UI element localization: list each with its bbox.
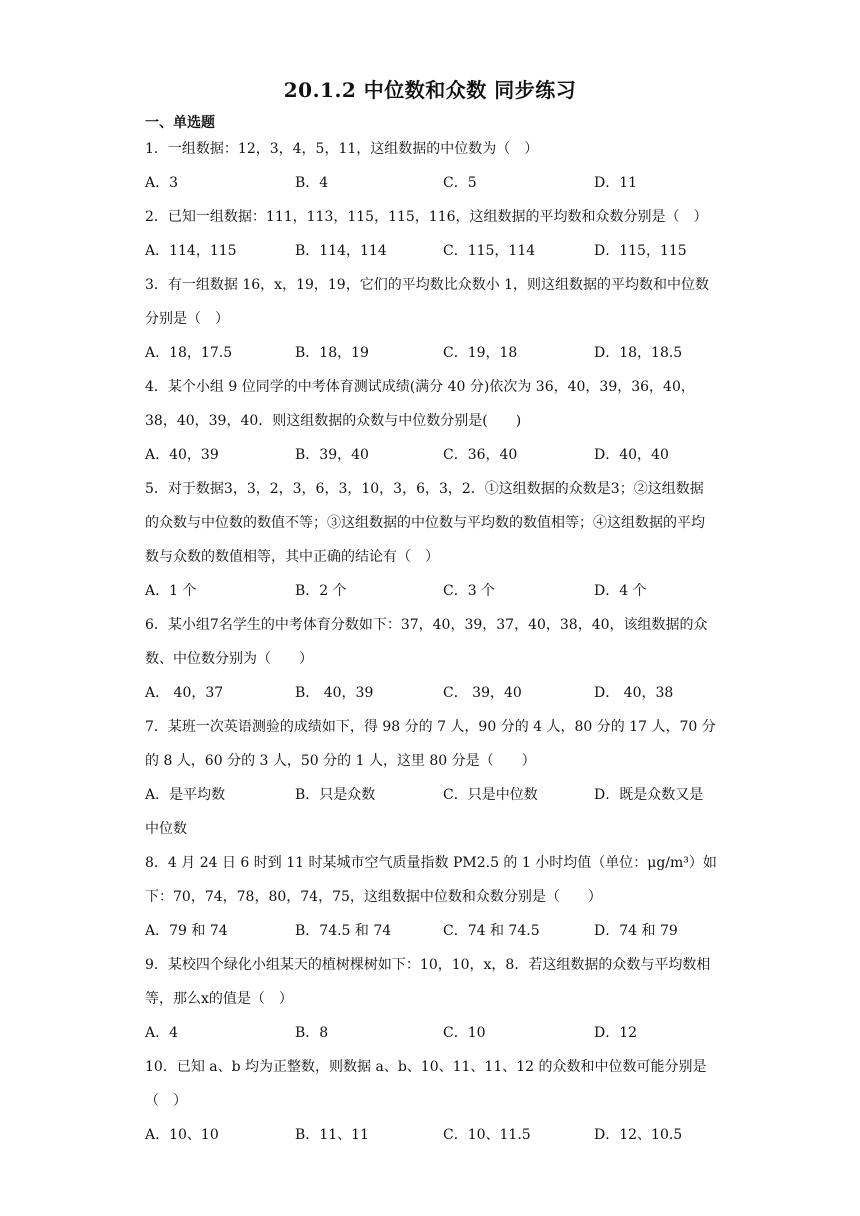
option-d: D．74 和 79 [594,923,678,939]
option-d: D．115，115 [594,243,687,259]
question-stem: 4．某个小组 9 位同学的中考体育测试成绩(满分 40 分)依次为 36，40，39，36，40，38，40，39，40．则这组数据的众数与中位数分别是( ) [145,379,695,429]
question-4-options [145,438,717,472]
option-b: B．114，114 [295,243,387,259]
option-a: A．79 和 74 [145,923,228,939]
option-b: B．8 [295,1025,329,1041]
question-3 [145,268,717,336]
option-c: C．36，40 [443,447,518,463]
question-5-options [145,574,717,608]
option-a: A．是平均数 [145,787,226,803]
option-d: D．12 [594,1025,638,1041]
option-b: B．74.5 和 74 [295,923,392,939]
question-stem: 9．某校四个绿化小组某天的植树棵树如下：10，10，x，8．若这组数据的众数与平均数相等，那么x的值是（ ） [145,957,711,1007]
option-d: D．4 个 [594,583,647,599]
question-2 [145,200,725,234]
option-b: B．18，19 [295,345,369,361]
option-b: B．39，40 [295,447,369,463]
question-stem: 6．某小组7名学生的中考体育分数如下：37，40，39，37，40，38，40，该组数据的众数、中位数分别为（ ） [145,617,708,667]
option-c: C．10 [443,1025,486,1041]
option-d: D．11 [594,175,638,191]
option-d: D． 40，38 [594,685,674,701]
question-stem: 7．某班一次英语测验的成绩如下，得 98 分的 7 人，90 分的 4 人，80 分的 17 人，70 分的 8 人，60 分的 3 人，50 分的 1 人，这里 80 分是（ ） [145,719,716,769]
option-b: B． 40，39 [295,685,374,701]
question-2-options [145,234,717,268]
option-a: A．3 [145,175,179,191]
question-10-options [145,1118,717,1152]
option-c: C．19，18 [443,345,518,361]
option-b: B．11、11 [295,1127,369,1143]
option-b: B．4 [295,175,329,191]
option-a: A．18，17.5 [145,345,233,361]
section-heading: 一、单选题 [145,115,215,131]
question-4 [145,370,717,438]
option-c: C．10、11.5 [443,1127,531,1143]
question-stem: 10．已知 a、b 均为正整数，则数据 a、b、10、11、11、12 的众数和中位数可能分别是（ ） [145,1059,707,1109]
option-d-continuation: 中位数 [145,821,187,837]
option-c: C．74 和 74.5 [443,923,540,939]
option-d: D．18，18.5 [594,345,683,361]
option-d: D．40，40 [594,447,669,463]
option-c: C． 39，40 [443,685,522,701]
option-b: B．只是众数 [295,787,376,803]
question-5 [145,472,717,574]
question-1-options [145,166,717,200]
question-7-options [145,778,717,812]
option-a: A．4 [145,1025,179,1041]
option-d: D．既是众数又是 [594,787,704,803]
option-d: D．12、10.5 [594,1127,683,1143]
option-a: A．40，39 [145,447,219,463]
question-8-options [145,914,717,948]
question-7 [145,710,717,778]
option-c: C．3 个 [443,583,496,599]
option-a: A． 40，37 [145,685,224,701]
question-9 [145,948,717,1016]
option-b: B．2 个 [295,583,347,599]
question-1 [145,132,717,166]
question-stem: 5．对于数据3，3，2，3，6，3，10，3，6，3，2．①这组数据的众数是3；②这组数据的众数与中位数的数值不等；③这组数据的中位数与平均数的数值相等；④这组数据的平均数与众数的数值相等，其中正确的结论有（ ） [145,481,705,565]
question-3-options [145,336,717,370]
question-stem: 1．一组数据：12，3，4，5，11，这组数据的中位数为（ ） [145,141,539,157]
question-8 [145,846,717,914]
option-a: A．114，115 [145,243,237,259]
option-c: C．115，114 [443,243,536,259]
question-6-options [145,676,717,710]
question-10 [145,1050,717,1118]
question-stem: 3．有一组数据 16，x，19，19，它们的平均数比众数小 1，则这组数据的平均数和中位数分别是（ ） [145,277,710,327]
page-title: 20.1.2 中位数和众数 同步练习 [283,78,577,102]
option-a: A．1 个 [145,583,197,599]
question-stem: 2．已知一组数据：111，113，115，115，116，这组数据的平均数和众数分别是（ ） [145,209,708,225]
question-6 [145,608,717,676]
question-stem: 8．4 月 24 日 6 时到 11 时某城市空气质量指数 PM2.5 的 1 小时均值（单位：μg/m³）如下：70，74，78，80，74，75，这组数据中位数和众数分别是（ ） [145,855,717,905]
option-a: A．10、10 [145,1127,219,1143]
question-9-options [145,1016,717,1050]
option-c: C．5 [443,175,477,191]
option-c: C．只是中位数 [443,787,538,803]
